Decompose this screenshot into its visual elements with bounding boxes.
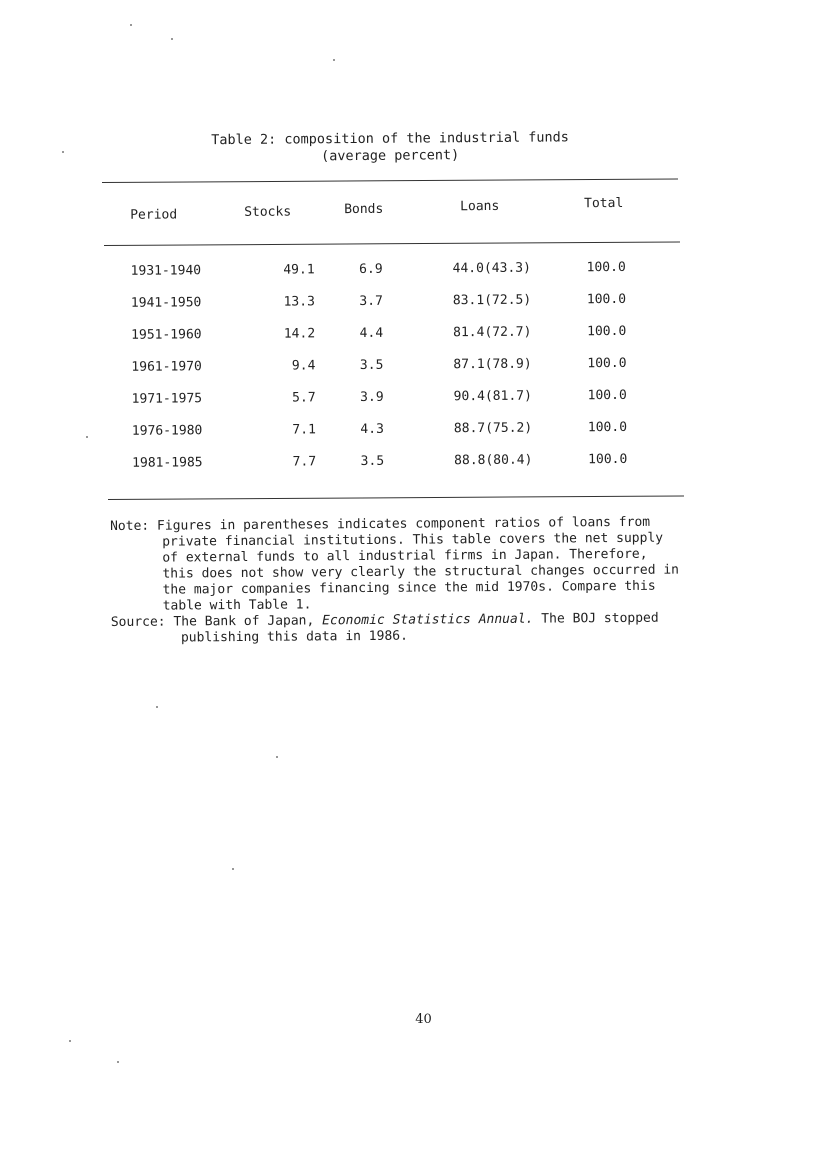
- cell-stocks: 7.1: [292, 422, 316, 438]
- note-line: Note: Figures in parentheses indicates component ratios of loans from: [110, 514, 651, 534]
- cell-bonds: 3.9: [360, 389, 384, 405]
- cell-total: 100.0: [588, 451, 628, 468]
- table-title-line2: (average percent): [321, 147, 460, 165]
- source-suffix: The BOJ stopped: [533, 610, 659, 627]
- table-bottom-rule: [108, 495, 684, 500]
- note-line: table with Table 1.: [162, 597, 312, 614]
- cell-stocks: 13.3: [283, 294, 315, 310]
- scan-speck: [130, 24, 132, 26]
- cell-total: 100.0: [586, 259, 626, 276]
- cell-total: 100.0: [587, 387, 627, 404]
- scan-speck: [333, 59, 335, 61]
- scan-speck: [117, 1061, 119, 1063]
- header-bonds: Bonds: [344, 201, 384, 218]
- cell-period: 1941-1950: [130, 295, 202, 311]
- cell-period: 1931-1940: [130, 263, 202, 279]
- cell-period: 1976-1980: [131, 423, 203, 439]
- header-total: Total: [584, 195, 624, 212]
- cell-stocks: 9.4: [291, 358, 316, 374]
- scan-speck: [232, 868, 234, 870]
- cell-stocks: 49.1: [283, 262, 315, 278]
- header-loans: Loans: [460, 198, 500, 215]
- cell-loans: 81.4(72.7): [453, 324, 532, 341]
- note-line: this does not show very clearly the structural changes occurred in: [162, 562, 680, 582]
- table-row: [103, 323, 683, 360]
- table-top-rule: [102, 178, 678, 183]
- cell-period: 1981-1985: [132, 455, 203, 471]
- cell-loans: 88.7(75.2): [453, 420, 533, 437]
- cell-period: 1971-1975: [131, 391, 203, 407]
- table-row: [104, 419, 684, 456]
- cell-bonds: 4.3: [360, 421, 384, 437]
- source-line-2: publishing this data in 1986.: [180, 628, 408, 646]
- cell-loans: 87.1(78.9): [453, 356, 532, 373]
- cell-stocks: 7.7: [292, 454, 317, 470]
- table-title-line1: Table 2: composition of the industrial funds: [211, 129, 569, 149]
- table-notes: [110, 514, 723, 647]
- note-line: the major companies financing since the mid 1970s. Compare this: [162, 578, 656, 598]
- source-prefix: Source: The Bank of Japan,: [110, 613, 323, 630]
- table-row: [104, 387, 684, 424]
- scan-speck: [171, 38, 173, 40]
- cell-period: 1961-1970: [131, 359, 202, 375]
- cell-bonds: 3.5: [360, 453, 385, 469]
- table-row: [103, 259, 683, 296]
- page-number: 40: [415, 1012, 432, 1027]
- table-row: [103, 291, 683, 328]
- cell-total: 100.0: [587, 419, 628, 436]
- note-line: private financial institutions. This table covers the net supply: [162, 530, 664, 550]
- scan-speck: [276, 756, 278, 758]
- cell-bonds: 6.9: [359, 261, 383, 277]
- cell-bonds: 4.4: [359, 325, 384, 341]
- header-period: Period: [130, 207, 178, 223]
- cell-total: 100.0: [587, 355, 627, 372]
- note-line: of external funds to all industrial firms in Japan. Therefore,: [162, 546, 648, 566]
- cell-loans: 44.0(43.3): [452, 260, 531, 277]
- cell-bonds: 3.5: [359, 357, 384, 373]
- scan-speck: [156, 706, 158, 708]
- cell-stocks: 14.2: [283, 326, 316, 342]
- cell-stocks: 5.7: [292, 390, 316, 406]
- cell-total: 100.0: [586, 291, 627, 308]
- header-stocks: Stocks: [244, 204, 292, 220]
- cell-total: 100.0: [587, 323, 627, 340]
- source-publication: Economic Statistics Annual.: [322, 611, 534, 629]
- scan-speck: [69, 1040, 71, 1042]
- scan-speck: [62, 151, 64, 153]
- table-row: [104, 451, 684, 488]
- table-title: [100, 128, 680, 167]
- cell-bonds: 3.7: [359, 293, 383, 309]
- cell-loans: 88.8(80.4): [454, 452, 533, 469]
- scan-speck: [86, 436, 88, 438]
- cell-loans: 90.4(81.7): [453, 388, 532, 405]
- cell-period: 1951-1960: [131, 327, 202, 343]
- funds-table: [102, 185, 684, 488]
- table-row: [103, 355, 683, 392]
- cell-loans: 83.1(72.5): [452, 292, 532, 309]
- table-header-row: [102, 185, 682, 252]
